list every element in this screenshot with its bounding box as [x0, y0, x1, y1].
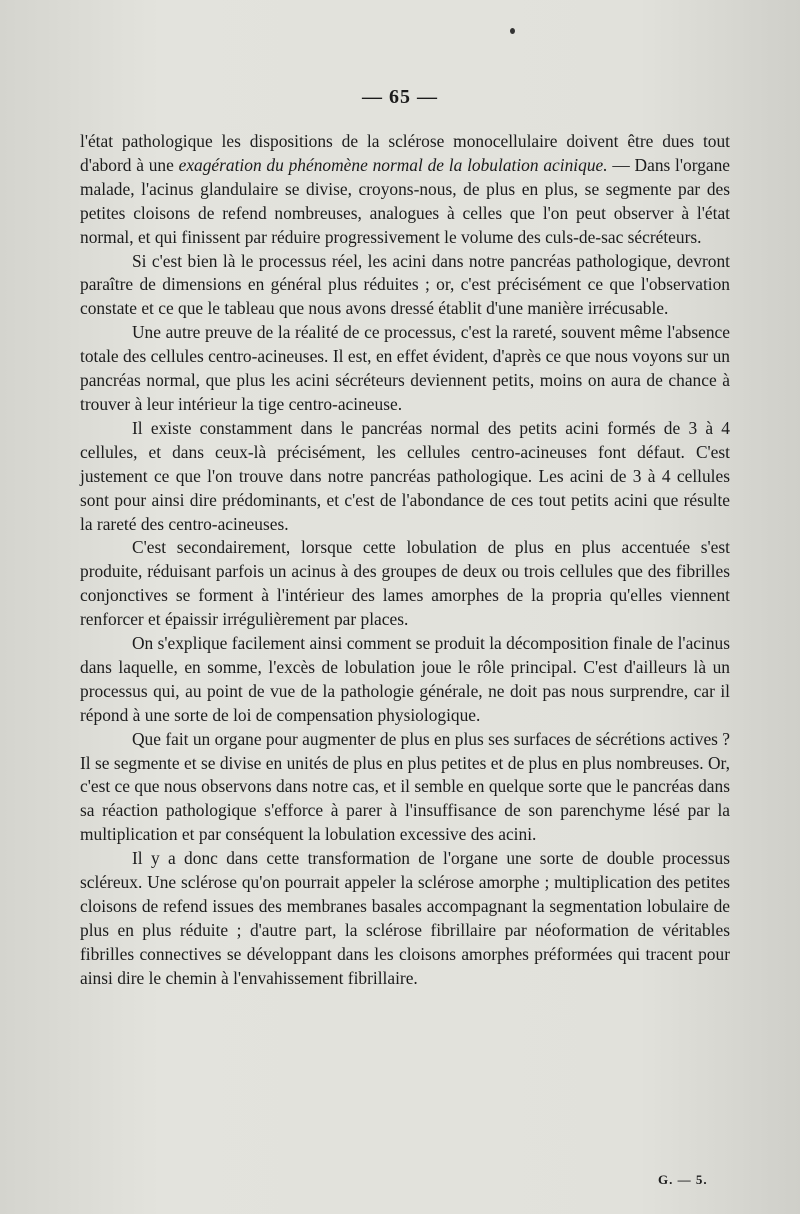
paragraph-3: Une autre preuve de la réalité de ce processus, c'est la rareté, souvent même l'absence totale des cellules centro-acineuses. Il est, en effet évident, d'après ce que nous voyons sur un pancréas normal, que plus les acini sécréteurs deviennent petits, moins on aura de chance à trouver à leur intérieur la tige centro-acineuse. — [80, 322, 730, 414]
paragraph-4: Il existe constamment dans le pancréas normal des petits acini formés de 3 à 4 cellules, et dans ceux-là précisément, les cellules centro-acineuses font défaut. C'est justement ce que l'on trouve dans notre pancréas pathologique. Les acini de 3 à 4 cellules sont pour ainsi dire prédominants, et c'est de l'abondance de ces tout petits acini que résulte la rareté des centro-acineuses. — [80, 417, 730, 534]
paragraph-7: Que fait un organe pour augmenter de plus en plus ses surfaces de sécrétions actives ? Il se segmente et se divise en unités de plus en plus petites et de plus en plus nombreuses. Or, c'est ce que nous observons dans notre cas, et il semble en quelque sorte que le pancréas dans sa réaction pathologique s'efforce à parer à l'insuffisance de son parenchyme lésé par la multiplication et par conséquent la lobulation excessive des acini. — [80, 728, 731, 845]
paragraph-1 — [80, 130, 730, 250]
paragraph-6: On s'explique facilement ainsi comment se produit la décomposition finale de l'acinus dans laquelle, en somme, l'excès de lobulation joue le rôle principal. C'est d'ailleurs là un processus qui, au point de vue de la pathologie générale, ne doit pas nous surprendre, car il répond à une sorte de loi de compensation physiologique. — [80, 633, 730, 725]
paragraph-1-emphasis: exagération du phénomène normal de la lobulation acinique. — [178, 154, 608, 175]
paragraph-1-end: — Dans l'organe malade, l'acinus glandulaire se divise, croyons-nous, de plus en plus, se segmente par des petites cloisons de refend nombreuses, analogues à celles que l'on peut observer à l'état normal, et qui finissent par réduire progressivement le volume des culs-de-sac sécréteurs. — [80, 154, 731, 247]
body-text — [80, 130, 730, 991]
page-number: — 65 — — [362, 86, 438, 108]
signature-mark: G. — 5. — [658, 1172, 708, 1187]
paragraph-5: C'est secondairement, lorsque cette lobulation de plus en plus accentuée s'est produite, réduisant parfois un acinus à des groupes de deux ou trois cellules que des fibrilles conjonctives se forment à l'intérieur des lames amorphes de la propria qu'elles viennent renforcer et épaissir irrégulièrement par places. — [80, 537, 730, 630]
paragraph-2: Si c'est bien là le processus réel, les acini dans notre pancréas pathologique, devront paraître de dimensions en général plus réduites ; or, c'est précisément ce que l'observation constate et ce que le tableau que nous avons dressé établit d'une manière irrécusable. — [80, 250, 730, 319]
ink-speck — [510, 28, 515, 34]
paragraph-8: Il y a donc dans cette transformation de l'organe une sorte de double processus scléreux. Une sclérose qu'on pourrait appeler la sclérose amorphe ; multiplication des petites cloisons de refend issues des membranes basales accompagnant la segmentation lobulaire de plus en plus réduite ; d'autre part, la sclérose fibrillaire par néoformation de véritables fibrilles connectives se développant dans les cloisons amorphes préformées qui tracent pour ainsi dire le chemin à l'envahissement fibrillaire. — [80, 848, 730, 988]
paragraph-1-start: l'état pathologique les dispositions de la sclérose monocellulaire doivent être dues tout d'abord à une — [80, 131, 730, 175]
